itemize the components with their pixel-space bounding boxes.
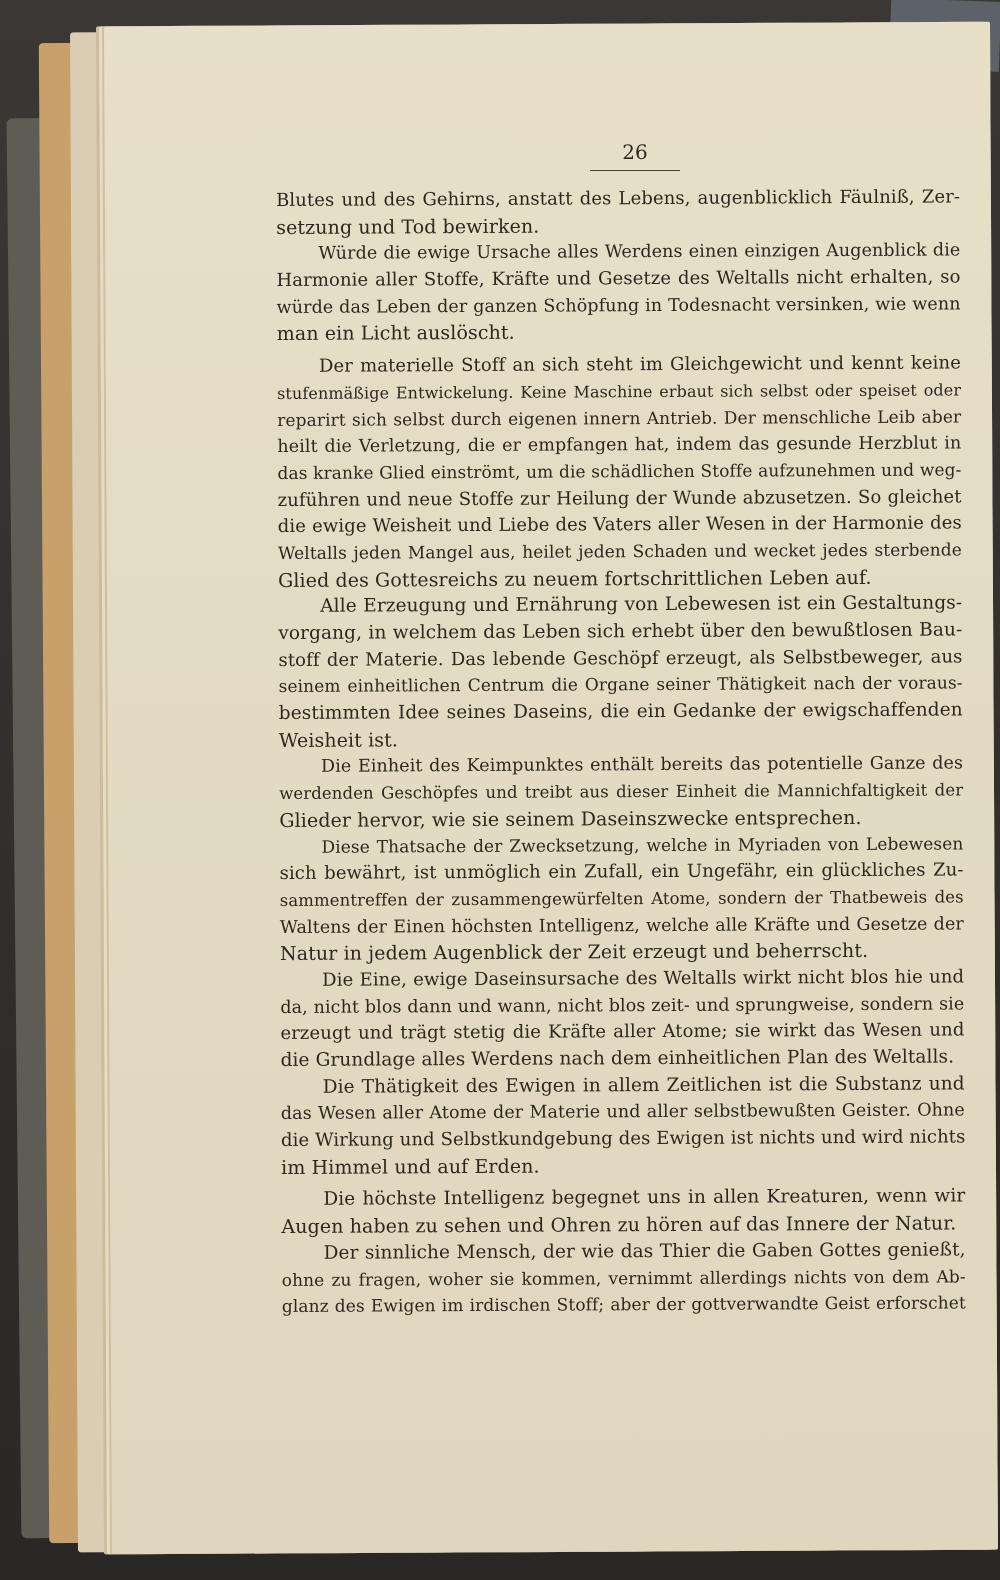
text-line: das Wesen aller Atome der Materie und aller selbstbewußten Geister. Ohne xyxy=(280,1100,965,1125)
text-line: da, nicht blos dann und wann, nicht blos zeit- und sprungweise, sondern sie xyxy=(280,994,965,1018)
text-line: Harmonie aller Stoffe, Kräfte und Gesetze des Weltalls nicht erhalten, so xyxy=(276,266,961,292)
text-line: Der materielle Stoff an sich steht im Gleichgewicht und kennt keine xyxy=(318,352,961,377)
text-line: Blutes und des Gehirns, anstatt des Lebens, augenblicklich Fäulniß, Zer- xyxy=(276,186,961,211)
text-line: stufenmäßige Entwickelung. Keine Maschine erbaut sich selbst oder speiset oder xyxy=(277,380,962,403)
text-line: Alle Erzeugung und Ernährung von Lebewesen ist ein Gestaltungs- xyxy=(320,592,963,618)
text-line: Glieder hervor, wie sie seinem Daseinszwecke entsprechen. xyxy=(279,806,862,832)
body-text xyxy=(276,184,966,1320)
text-line: vorgang, in welchem das Leben sich erhebt über den bewußtlosen Bau- xyxy=(278,619,963,644)
text-line: Glied des Gottesreichs zu neuem fortschrittlichen Leben auf. xyxy=(277,566,872,592)
text-line: Weisheit ist. xyxy=(278,729,399,752)
text-line: Augen haben zu sehen und Ohren zu hören auf das Innere der Natur. xyxy=(281,1212,957,1239)
text-line: glanz des Ewigen im irdischen Stoff; aber der gottverwandte Geist erforschet xyxy=(281,1293,966,1318)
text-line: seinem einheitlichen Centrum die Organe seiner Thätigkeit nach der voraus- xyxy=(278,673,963,698)
text-line: Die höchste Intelligenz begegnet uns in allen Kreaturen, wenn wir xyxy=(323,1185,966,1211)
text-line: Diese Thatsache der Zwecksetzung, welche in Myriaden von Lebewesen xyxy=(321,833,964,858)
text-line: Waltens der Einen höchsten Intelligenz, welche alle Kräfte und Gesetze der xyxy=(279,913,964,938)
text-line: die Wirkung und Selbstkundgebung des Ewigen ist nichts und wird nichts xyxy=(280,1126,966,1152)
text-line: das kranke Glied einströmt, um die schädlichen Stoffe aufzunehmen und weg- xyxy=(277,460,962,484)
text-line: bestimmten Idee seines Daseins, die ein Gedanke der ewigschaffenden xyxy=(278,699,963,725)
text-line: im Himmel und auf Erden. xyxy=(281,1155,540,1179)
text-line: Die Eine, ewige Daseinsursache des Weltalls wirkt nicht blos hie und xyxy=(322,966,965,991)
page-number: 26 xyxy=(590,140,680,171)
text-line: erzeugt und trägt stetig die Kräfte aller Atome; sie wirkt das Wesen und xyxy=(280,1019,965,1045)
text-line: Weltalls jeden Mangel aus, heilet jeden Schaden und wecket jedes sterbende xyxy=(277,540,962,564)
text-line: stoff der Materie. Das lebende Geschöpf erzeugt, als Selbstbeweger, aus xyxy=(278,646,963,671)
text-line: sammentreffen der zusammengewürfelten Atome, sondern der Thatbeweis des xyxy=(279,887,964,910)
text-line: werdenden Geschöpfes und treibt aus dieser Einheit die Mannichfaltigkeit der xyxy=(279,780,964,804)
text-line: setzung und Tod bewirken. xyxy=(276,215,540,239)
text-line: Die Thätigkeit des Ewigen in allem Zeitlichen ist die Substanz und xyxy=(322,1073,965,1098)
text-line: man ein Licht auslöscht. xyxy=(276,322,515,346)
text-line: die Grundlage alles Werdens nach dem einheitlichen Plan des Weltalls. xyxy=(280,1046,955,1071)
text-line: Würde die ewige Ursache alles Werdens einen einzigen Augenblick die xyxy=(318,240,961,265)
text-line: reparirt sich selbst durch eigenen innern Antrieb. Der menschliche Leib aber xyxy=(277,406,962,431)
text-line: heilt die Verletzung, die er empfangen hat, indem das gesunde Herzblut in xyxy=(277,433,962,458)
text-line: Der sinnliche Mensch, der wie das Thier die Gaben Gottes genießt, xyxy=(323,1239,966,1264)
text-line: Die Einheit des Keimpunktes enthält bereits das potentielle Ganze des xyxy=(320,753,964,778)
text-line: sich bewährt, ist unmöglich ein Zufall, ein Ungefähr, ein glückliches Zu- xyxy=(279,859,964,885)
text-line: ohne zu fragen, woher sie kommen, vernimmt allerdings nichts von dem Ab- xyxy=(281,1266,966,1291)
text-line: würde das Leben der ganzen Schöpfung in Todesnacht versinken, wie wenn xyxy=(276,294,961,318)
text-line: Natur in jedem Augenblick der Zeit erzeugt und beherrscht. xyxy=(279,940,869,966)
text-line: zuführen und neue Stoffe zur Heilung der Wunde abzusetzen. So gleichet xyxy=(277,485,962,511)
text-line: die ewige Weisheit und Liebe des Vaters aller Wesen in der Harmonie des xyxy=(277,512,962,538)
